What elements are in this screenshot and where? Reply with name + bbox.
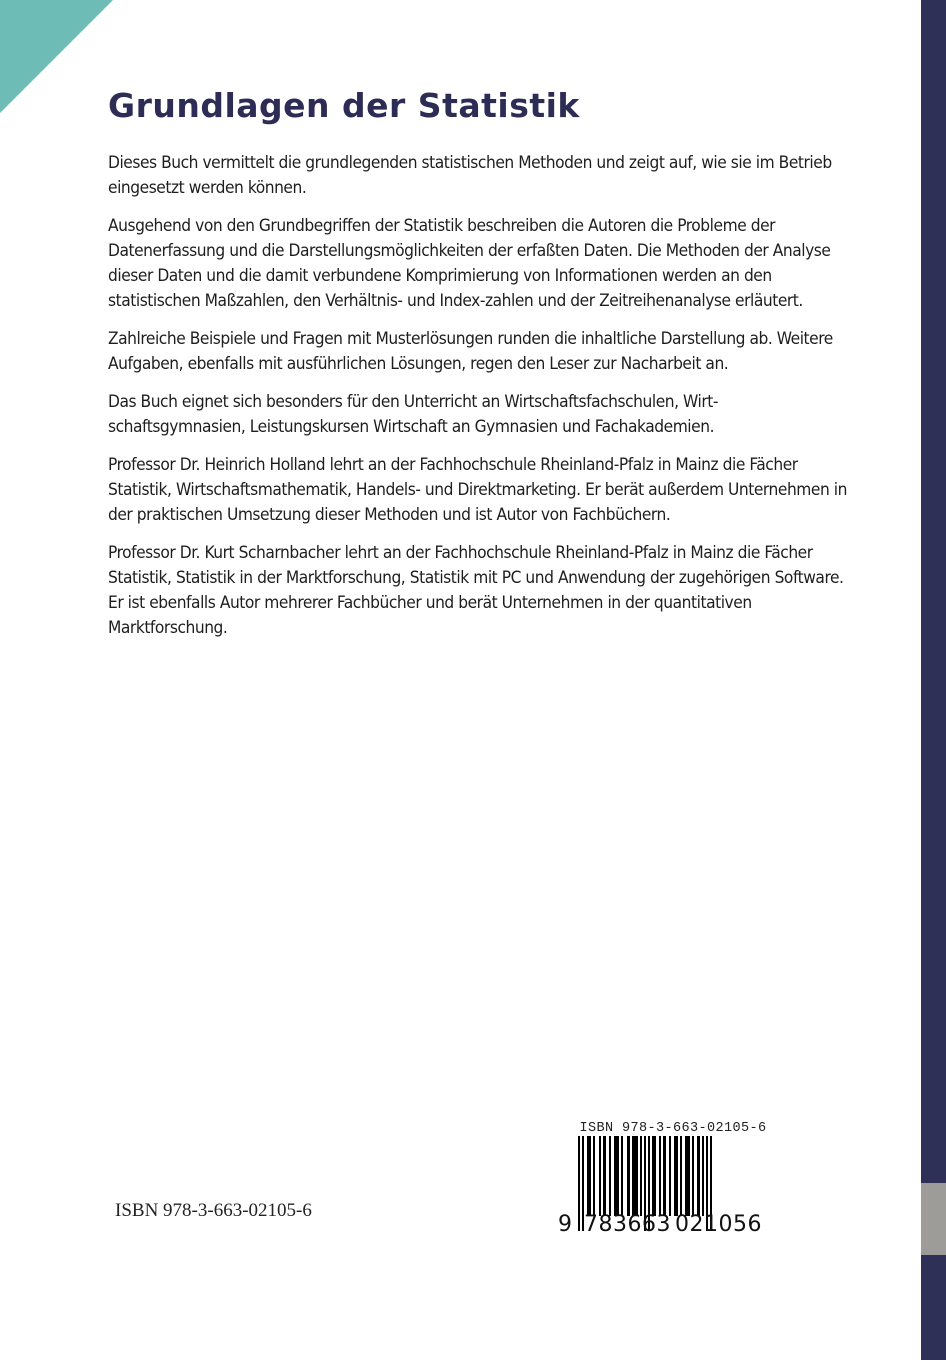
spine-gray-block: [921, 1183, 946, 1255]
spine-side-bar: [921, 0, 946, 1360]
barcode-digits: [558, 1214, 762, 1236]
isbn-barcode: [558, 1121, 788, 1237]
barcode-digits-left: 783663: [584, 1212, 671, 1237]
book-title: Grundlagen der Statistik: [108, 86, 580, 125]
barcode-digits-right: 021056: [674, 1212, 762, 1237]
paragraph-author-holland: Professor Dr. Heinrich Holland lehrt an der Fachhochschule Rheinland-Pfalz in Mainz die Fächer Statistik, Wirtschaftsmathematik, Handels- und Direktmarketing. Er berät außerdem Unternehmen in der praktischen Umsetzung dieser Methoden und ist Autor von Fachbüchern.: [108, 455, 847, 525]
paragraph-contents: Ausgehend von den Grundbegriffen der Statistik beschreiben die Autoren die Probleme der Datenerfassung und die Darstellungsmöglichkeiten der erfaßten Daten. Die Methoden der Analyse dieser Daten und die damit verbundene Komprimierung von Informationen werden an den statistischen Maßzahlen, den Verhältnis- und Index-zahlen und der Zeitreihenanalyse erläutert.: [108, 216, 831, 311]
barcode-digit-first: 9: [558, 1212, 573, 1237]
paragraph-author-scharnbacher: Professor Dr. Kurt Scharnbacher lehrt an der Fachhochschule Rheinland-Pfalz in Mainz die Fächer Statistik, Statistik in der Marktforschung, Statistik mit PC und Anwendung der zugehörigen Software. Er ist ebenfalls Autor mehrerer Fachbücher und berät Unternehmen in der quantitativen Marktforschung.: [108, 543, 844, 638]
barcode-isbn-label: ISBN 978-3-663-02105-6: [579, 1121, 767, 1136]
paragraph-examples: Zahlreiche Beispiele und Fragen mit Musterlösungen runden die inhaltliche Darstellung ab. Weitere Aufgaben, ebenfalls mit ausführlichen Lösungen, regen den Leser zur Nacharbeit an.: [108, 329, 833, 374]
teal-corner-triangle: [0, 0, 113, 113]
isbn-label: ISBN 978-3-663-02105-6: [115, 1200, 312, 1221]
paragraph-intro: Dieses Buch vermittelt die grundlegenden statistischen Methoden und zeigt auf, wie sie im Betrieb eingesetzt werden können.: [108, 153, 832, 198]
paragraph-audience: Das Buch eignet sich besonders für den Unterricht an Wirtschaftsfachschulen, Wirt-schaftsgymnasien, Leistungskursen Wirtschaft an Gymnasien und Fachakademien.: [108, 392, 719, 437]
blurb-text: [108, 151, 848, 654]
